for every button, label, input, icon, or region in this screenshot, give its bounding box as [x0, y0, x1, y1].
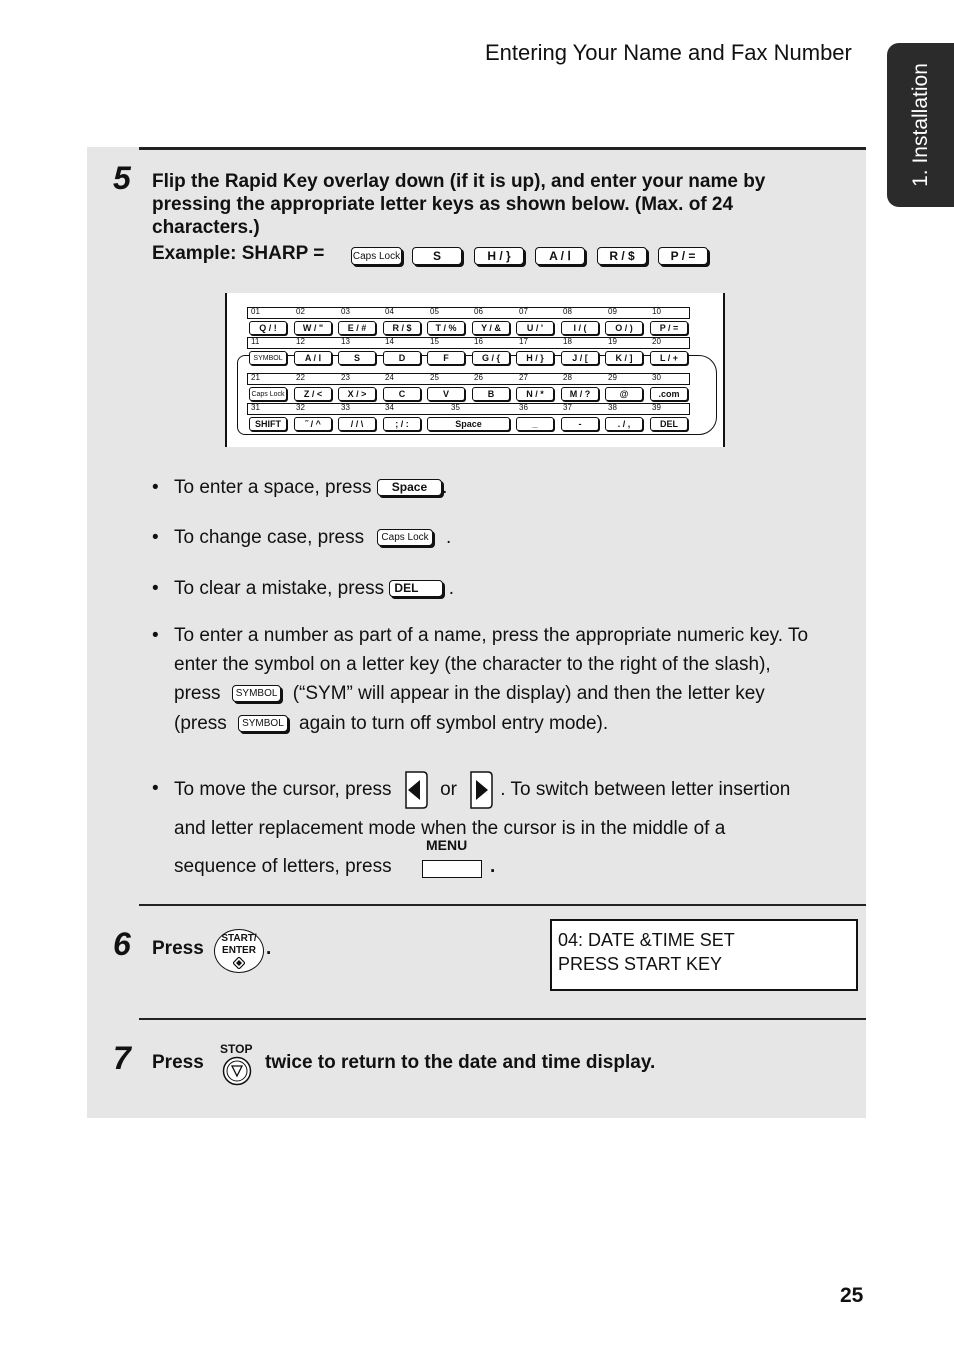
- clear-instruction: To clear a mistake, press: [174, 578, 385, 599]
- rapid-key: N / *: [516, 387, 554, 401]
- rapid-key: ˜ / ^: [294, 417, 332, 431]
- start-diamond-icon: [233, 957, 245, 969]
- row1-number-strip: [247, 307, 690, 319]
- step5-example-label: Example: SHARP =: [152, 243, 325, 264]
- rapid-key: A / Ⅰ: [294, 351, 332, 365]
- key-number: 26: [474, 373, 483, 382]
- bullet-cursor: [152, 774, 852, 884]
- side-tab: [887, 43, 954, 207]
- number-line3: [174, 679, 854, 708]
- number-line4-start: (press: [174, 713, 227, 734]
- lcd-display: [550, 919, 858, 991]
- rapid-key: Y / &: [472, 321, 510, 335]
- key-number: 02: [296, 307, 305, 316]
- rapid-key: _: [516, 417, 554, 431]
- key-number: 12: [296, 337, 305, 346]
- key-number: 05: [430, 307, 439, 316]
- step5-number: 5: [113, 160, 131, 196]
- key-number: 33: [341, 403, 350, 412]
- rapid-key: E / #: [338, 321, 376, 335]
- cursor-line3: [174, 837, 854, 888]
- rapid-key: T / %: [427, 321, 465, 335]
- rapid-key: K / ]: [605, 351, 643, 365]
- rapid-key: SYMBOL: [249, 351, 287, 365]
- key-number: 30: [652, 373, 661, 382]
- number-line3-end: (“SYM” will appear in the display) and then the letter key: [292, 683, 765, 704]
- symbol-key: SYMBOL: [232, 685, 282, 702]
- space-instruction: To enter a space, press: [174, 477, 372, 498]
- key-number: 01: [251, 307, 260, 316]
- rapid-key: X / >: [338, 387, 376, 401]
- key-number: 10: [652, 307, 661, 316]
- bullet-number: [152, 621, 852, 741]
- cursor-end-period: .: [490, 856, 496, 877]
- bullet-dot: •: [152, 578, 159, 599]
- cursor-line2: and letter replacement mode when the cursor is in the middle of a: [174, 818, 726, 839]
- step6-rule: [139, 904, 866, 906]
- key-number: 29: [608, 373, 617, 382]
- bullet-caps-text: [174, 523, 854, 552]
- rapid-key: S: [338, 351, 376, 365]
- menu-key-shape: [422, 860, 482, 878]
- key-number: 11: [251, 337, 260, 346]
- step7-rule: [139, 1018, 866, 1020]
- key-number: 19: [608, 337, 617, 346]
- key-number: 32: [296, 403, 305, 412]
- key-number: 13: [341, 337, 350, 346]
- key-number: 09: [608, 307, 617, 316]
- number-line4: [174, 709, 854, 738]
- example-key-a: A / Ⅰ: [535, 247, 585, 265]
- stop-button-icon: [222, 1056, 252, 1086]
- key-number: 15: [430, 337, 439, 346]
- menu-key-label: MENU: [426, 837, 468, 853]
- key-number: 37: [563, 403, 572, 412]
- key-number: 03: [341, 307, 350, 316]
- step7-press: Press: [152, 1052, 204, 1073]
- key-number: 28: [563, 373, 572, 382]
- caps-instruction: To change case, press: [174, 527, 365, 548]
- key-number: 27: [519, 373, 528, 382]
- bullet-dot: •: [152, 527, 159, 548]
- rapid-key: Caps Lock: [249, 387, 287, 401]
- lcd-line2: PRESS START KEY: [558, 954, 723, 974]
- rapid-key: J / [: [561, 351, 599, 365]
- key-number: 24: [385, 373, 394, 382]
- menu-key: [422, 837, 482, 884]
- bullet-number-text: [174, 621, 854, 738]
- key-number: 16: [474, 337, 483, 346]
- rapid-key: .com: [650, 387, 688, 401]
- step6-press: Press: [152, 938, 204, 959]
- rapid-key: H / }: [516, 351, 554, 365]
- rapid-key: DEL: [650, 417, 688, 431]
- rapid-key: Q / !: [249, 321, 287, 335]
- bullet-clear: [152, 574, 852, 604]
- cursor-left-icon: [403, 770, 429, 810]
- key-number: 35: [451, 403, 460, 412]
- example-key-p: P / =: [658, 247, 708, 265]
- del-key: DEL: [389, 580, 443, 597]
- page-number: 25: [840, 1284, 864, 1307]
- cursor-right-icon: [468, 770, 494, 810]
- key-number: 08: [563, 307, 572, 316]
- rapid-key: I / (: [561, 321, 599, 335]
- step7-instruction: twice to return to the date and time display.: [265, 1052, 656, 1073]
- key-number: 17: [519, 337, 528, 346]
- key-number: 23: [341, 373, 350, 382]
- clear-period: .: [448, 578, 454, 599]
- enter-label: ENTER: [222, 945, 256, 956]
- rapid-key: L / +: [650, 351, 688, 365]
- step6-period: .: [266, 938, 272, 959]
- rapid-key: F: [427, 351, 465, 365]
- rapid-key: D: [383, 351, 421, 365]
- key-number: 25: [430, 373, 439, 382]
- stop-label: STOP: [220, 1042, 253, 1056]
- rapid-key: / / \: [338, 417, 376, 431]
- number-line1: To enter a number as part of a name, press the appropriate numeric key. To: [174, 625, 809, 646]
- bullet-clear-text: [174, 574, 854, 603]
- key-number: 14: [385, 337, 394, 346]
- cursor-instruction: To move the cursor, press: [174, 779, 392, 801]
- key-number: 07: [519, 307, 528, 316]
- space-period: .: [442, 477, 448, 498]
- key-number: 22: [296, 373, 305, 382]
- page-header-title: Entering Your Name and Fax Number: [485, 40, 852, 65]
- rapid-key: ; / :: [383, 417, 421, 431]
- rapid-key: M / ?: [561, 387, 599, 401]
- example-key-s: S: [412, 247, 462, 265]
- key-number: 38: [608, 403, 617, 412]
- number-line3-start: press: [174, 683, 221, 704]
- rapid-key: R / $: [383, 321, 421, 335]
- rapid-key: W / ": [294, 321, 332, 335]
- bullet-cursor-text: [174, 770, 854, 888]
- start-enter-button: [214, 929, 264, 973]
- rapid-key: Space: [427, 417, 510, 431]
- key-number: 06: [474, 307, 483, 316]
- example-key-h: H / }: [474, 247, 524, 265]
- step5-rule: [139, 147, 866, 150]
- key-number: 31: [251, 403, 260, 412]
- cursor-line3-text: sequence of letters, press: [174, 856, 392, 877]
- row2-number-strip: [247, 337, 690, 349]
- key-number: 20: [652, 337, 661, 346]
- rapid-key: O / ): [605, 321, 643, 335]
- key-number: 39: [652, 403, 661, 412]
- rapid-key: B: [472, 387, 510, 401]
- bullet-dot: •: [152, 778, 159, 799]
- example-key-caps-lock: Caps Lock: [351, 247, 402, 265]
- rapid-key-overlay: [225, 293, 725, 447]
- start-label: START/: [221, 933, 257, 944]
- cursor-or: or: [440, 779, 458, 801]
- key-number: 36: [519, 403, 528, 412]
- rapid-key: SHIFT: [249, 417, 287, 431]
- rapid-key: G / {: [472, 351, 510, 365]
- side-tab-label: 1. Installation: [908, 63, 932, 187]
- number-line2: enter the symbol on a letter key (the character to the right of the slash),: [174, 654, 771, 675]
- step7-number: 7: [113, 1040, 131, 1076]
- bullet-dot: •: [152, 625, 159, 646]
- bullet-space-text: [174, 473, 854, 502]
- rapid-key: -: [561, 417, 599, 431]
- cursor-line1: [174, 770, 854, 810]
- rapid-key: V: [427, 387, 465, 401]
- bullet-dot: •: [152, 477, 159, 498]
- example-key-r: R / $: [597, 247, 647, 265]
- key-number: 04: [385, 307, 394, 316]
- caps-period: .: [445, 527, 452, 548]
- lcd-line1: 04: DATE &TIME SET: [558, 930, 735, 950]
- number-line4-end: again to turn off symbol entry mode).: [299, 713, 609, 734]
- cursor-switch-text: . To switch between letter insertion: [500, 779, 791, 801]
- key-number: 34: [385, 403, 394, 412]
- row3-number-strip: [247, 373, 690, 385]
- key-number: 21: [251, 373, 260, 382]
- row4-number-strip: [247, 403, 690, 415]
- symbol-key-2: SYMBOL: [238, 715, 288, 732]
- rapid-key: @: [605, 387, 643, 401]
- space-key: Space: [377, 479, 442, 496]
- step5-instruction: Flip the Rapid Key overlay down (if it is up), and enter your name by pressing the appropriate letter keys as shown below. (Max. of 24 characters.): [152, 171, 766, 238]
- bullet-space: [152, 473, 852, 503]
- caps-lock-key: Caps Lock: [377, 529, 432, 546]
- rapid-key: C: [383, 387, 421, 401]
- key-number: 18: [563, 337, 572, 346]
- rapid-key: Z / <: [294, 387, 332, 401]
- bullet-caps: [152, 523, 852, 553]
- rapid-key: P / =: [650, 321, 688, 335]
- rapid-key: . / ,: [605, 417, 643, 431]
- step6-number: 6: [113, 926, 131, 962]
- rapid-key: U / ': [516, 321, 554, 335]
